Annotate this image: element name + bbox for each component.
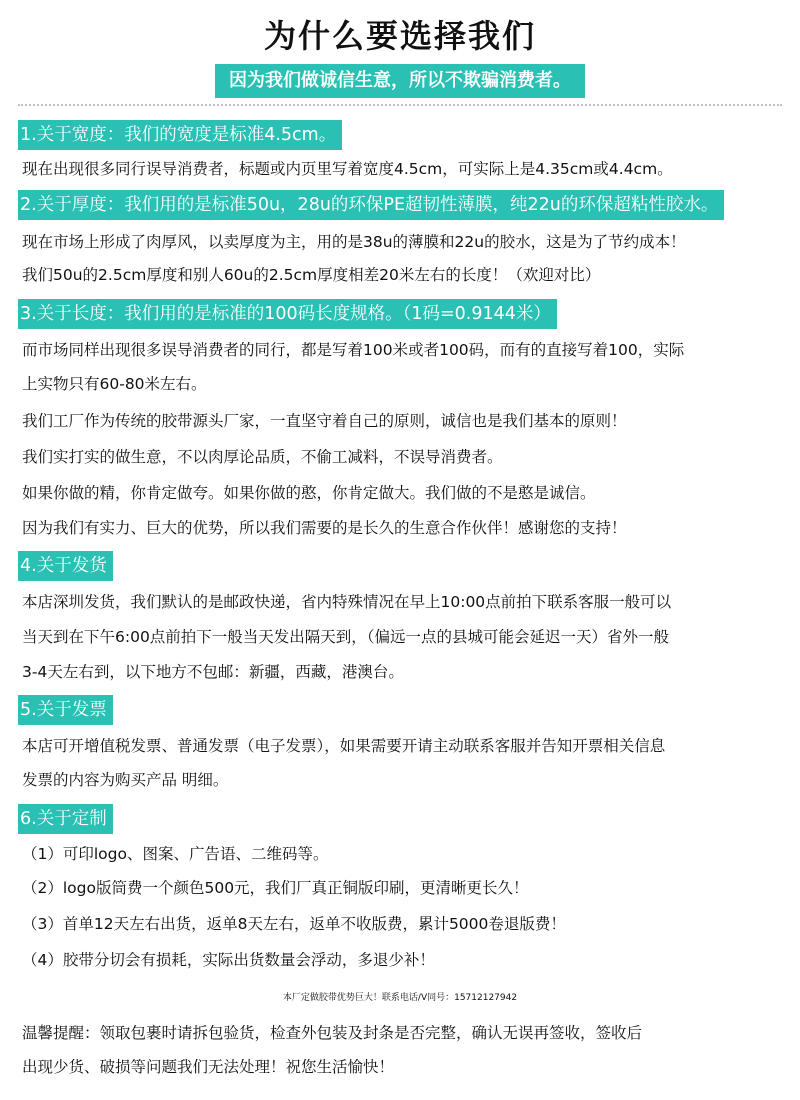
- section-3-line-6: 因为我们有实力、巨大的优势，所以我们需要的是长久的生意合作伙伴！感谢您的支持！: [22, 519, 627, 537]
- section-2-line-1: 现在市场上形成了肉厚风，以卖厚度为主，用的是38u的薄膜和22u的胶水，这是为了节约成本！: [22, 233, 686, 251]
- subtitle-text: 因为我们做诚信生意，所以不欺骗消费者。: [215, 64, 585, 98]
- section-4-line-1: 本店深圳发货，我们默认的是邮政快递，省内特殊情况在早上10:00点前拍下联系客服一般可以: [22, 593, 672, 611]
- section-5-line-1: 本店可开增值税发票、普通发票（电子发票），如果需要开请主动联系客服并告知开票相关信息: [22, 737, 666, 755]
- section-1-line-1: 现在出现很多同行误导消费者，标题或内页里写着宽度4.5cm，可实际上是4.35cm或4.4cm。: [22, 160, 673, 178]
- section-4-line-2: 当天到在下午6:00点前拍下一般当天发出隔天到，（偏远一点的县城可能会延迟一天）省外一般: [22, 628, 670, 646]
- notice-line-2: 出现少货、破损等问题我们无法处理！祝您生活愉快！: [22, 1058, 395, 1076]
- dotted-divider: [18, 104, 782, 106]
- section-2-heading: 2.关于厚度：我们用的是标准50u，28u的环保PE超韧性薄膜，纯22u的环保超粘性胶水。: [18, 190, 724, 220]
- section-3-heading: 3.关于长度：我们用的是标准的100码长度规格。（1码=0.9144米）: [18, 299, 557, 329]
- section-2-line-2: 我们50u的2.5cm厚度和别人60u的2.5cm厚度相差20米左右的长度！（欢迎对比）: [22, 266, 601, 284]
- section-3-line-1: 而市场同样出现很多误导消费者的同行，都是写着100米或者100码，而有的直接写着100，实际: [22, 341, 685, 359]
- section-6-heading: 6.关于定制: [18, 804, 113, 834]
- section-3-line-5: 如果你做的精，你肯定做夸。如果你做的憨，你肯定做大。我们做的不是憨是诚信。: [22, 484, 596, 502]
- section-3-line-3: 我们工厂作为传统的胶带源头厂家，一直坚守着自己的原则，诚信也是我们基本的原则！: [22, 412, 627, 430]
- section-4-heading: 4.关于发货: [18, 551, 113, 581]
- section-6-line-4: （4）胶带分切会有损耗，实际出货数量会浮动，多退少补！: [22, 951, 435, 969]
- section-1-heading: 1.关于宽度：我们的宽度是标准4.5cm。: [18, 120, 342, 150]
- notice-line-1: 温馨提醒：领取包裹时请拆包验货，检查外包装及封条是否完整，确认无误再签收，签收后: [22, 1024, 643, 1042]
- section-4-line-3: 3-4天左右到，以下地方不包邮：新疆，西藏，港澳台。: [22, 663, 404, 681]
- section-3-line-4: 我们实打实的做生意，不以肉厚论品质，不偷工减料，不误导消费者。: [22, 448, 503, 466]
- section-6-line-3: （3）首单12天左右出货，返单8天左右，返单不收版费，累计5000卷退版费！: [22, 915, 566, 933]
- section-6-line-1: （1）可印logo、图案、广告语、二维码等。: [22, 845, 329, 863]
- section-3-line-2: 上实物只有60-80米左右。: [22, 375, 207, 393]
- section-5-heading: 5.关于发票: [18, 695, 113, 725]
- subtitle-banner: [0, 64, 800, 98]
- section-6-line-2: （2）logo版筒费一个颜色500元，我们厂真正铜版印刷，更清晰更长久！: [22, 879, 529, 897]
- contact-line: 本厂定做胶带优势巨大！联系电话/V同号：15712127942: [282, 993, 518, 1003]
- page-title: 为什么要选择我们: [263, 17, 536, 55]
- section-5-line-2: 发票的内容为购买产品 明细。: [22, 771, 229, 789]
